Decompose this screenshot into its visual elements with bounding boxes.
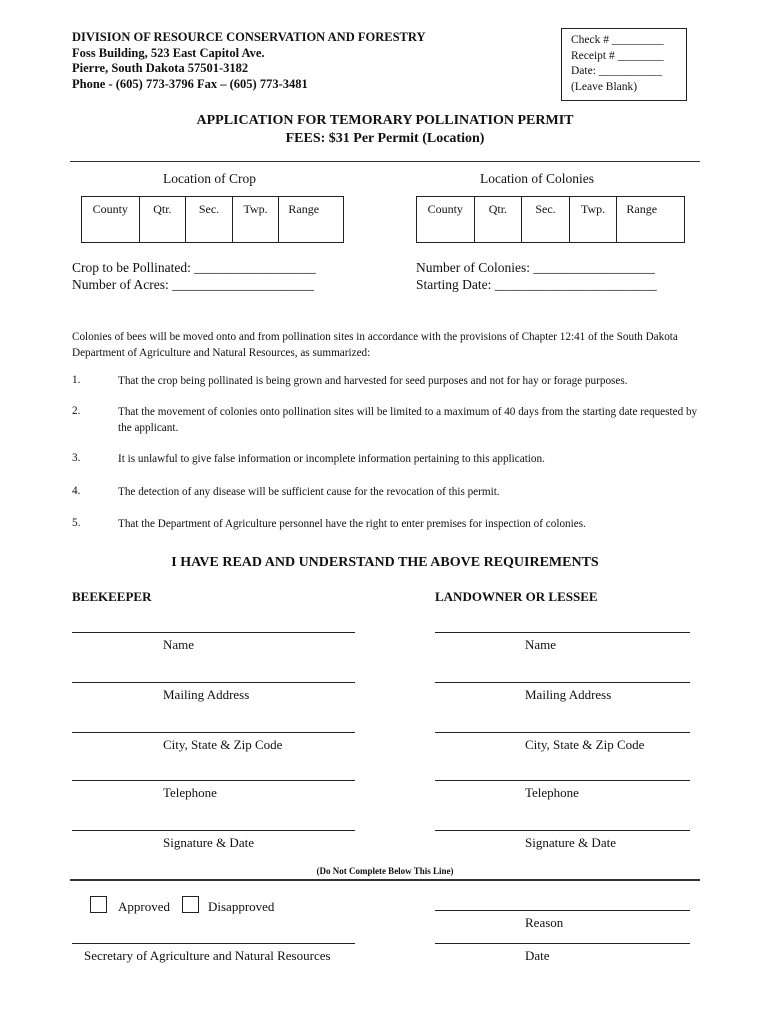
requirement-number: 2. (72, 405, 81, 417)
receipt-number-field[interactable]: Receipt # ________ (571, 49, 664, 62)
do-not-complete-notice: (Do Not Complete Below This Line) (316, 866, 454, 876)
acres-field[interactable]: Number of Acres: _____________________ (72, 277, 314, 292)
org-city: Pierre, South Dakota 57501-3182 (72, 61, 249, 75)
office-date-field[interactable]: Date: ___________ (571, 65, 663, 77)
acknowledgement-heading: I HAVE READ AND UNDERSTAND THE ABOVE REQUIREMENTS (171, 555, 599, 570)
landowner-telephone-label: Telephone (525, 785, 579, 800)
beekeeper-name-label: Name (163, 637, 195, 652)
beekeeper-signature-label: Signature & Date (163, 835, 254, 850)
intro-paragraph: Colonies of bees will be moved onto and from pollination sites in accordance with the provisions of Chapter 12:41 of the South Dakota Department of Agriculture and Natural Resources, as summarized: (72, 331, 678, 359)
crop-location-heading: Location of Crop (163, 171, 256, 186)
beekeeper-address-line[interactable] (72, 682, 355, 683)
crop-range-cell[interactable]: Range (288, 202, 320, 216)
beekeeper-signature-line[interactable] (72, 830, 355, 831)
crop-field[interactable]: Crop to be Pollinated: __________________ (72, 260, 316, 275)
requirement-text: That the crop being pollinated is being grown and harvested for seed purposes and not for hay or forage purposes. (118, 375, 628, 387)
org-name: DIVISION OF RESOURCE CONSERVATION AND FORESTRY (72, 30, 426, 44)
beekeeper-telephone-label: Telephone (163, 785, 217, 800)
office-date-label: Date (525, 948, 550, 963)
disapproved-label: Disapproved (208, 899, 275, 914)
requirement-text: That the Department of Agriculture personnel have the right to enter premises for inspection of colonies. (118, 518, 586, 530)
beekeeper-city-label: City, State & Zip Code (163, 737, 283, 752)
colony-location-table (416, 196, 685, 243)
requirement-text: That the movement of colonies onto pollination sites will be limited to a maximum of 40 days from the starting date requested by the applicant. (118, 406, 698, 434)
landowner-city-line[interactable] (435, 732, 690, 733)
form-title: APPLICATION FOR TEMORARY POLLINATION PERMIT (196, 113, 574, 128)
colony-county-cell[interactable]: County (417, 197, 475, 242)
office-use-box (561, 28, 687, 101)
colony-range-cell[interactable]: Range (626, 202, 658, 216)
form-fees: FEES: $31 Per Permit (Location) (285, 131, 485, 146)
beekeeper-address-label: Mailing Address (163, 687, 250, 702)
colony-qtr-cell[interactable]: Qtr. (475, 197, 523, 242)
crop-twp-cell[interactable]: Twp. (233, 197, 280, 242)
colony-sec-cell[interactable]: Sec. (522, 197, 570, 242)
office-date-line[interactable] (435, 943, 690, 944)
landowner-name-label: Name (525, 637, 557, 652)
landowner-address-label: Mailing Address (525, 687, 612, 702)
landowner-address-line[interactable] (435, 682, 690, 683)
org-building: Foss Building, 523 East Capitol Ave. (72, 45, 265, 60)
beekeeper-heading: BEEKEEPER (72, 589, 152, 604)
secretary-label: Secretary of Agriculture and Natural Resources (84, 948, 331, 963)
crop-county-cell[interactable]: County (82, 197, 140, 242)
starting-date-field[interactable]: Starting Date: ________________________ (416, 277, 657, 292)
reason-line[interactable] (435, 910, 690, 911)
requirement-text: The detection of any disease will be sufficient cause for the revocation of this permit. (118, 486, 500, 498)
beekeeper-name-line[interactable] (72, 632, 355, 633)
org-header (72, 30, 425, 92)
colonies-field[interactable]: Number of Colonies: __________________ (416, 260, 655, 275)
colony-location-heading: Location of Colonies (480, 171, 594, 186)
requirement-number: 3. (72, 452, 81, 464)
landowner-telephone-line[interactable] (435, 780, 690, 781)
requirement-number: 5. (72, 517, 81, 529)
landowner-name-line[interactable] (435, 632, 690, 633)
landowner-city-label: City, State & Zip Code (525, 737, 645, 752)
approved-label: Approved (118, 899, 170, 914)
disapproved-checkbox[interactable] (182, 896, 199, 913)
approved-checkbox[interactable] (90, 896, 107, 913)
crop-sec-cell[interactable]: Sec. (186, 197, 233, 242)
requirement-text: It is unlawful to give false information or incomplete information pertaining to this application. (118, 453, 545, 465)
secretary-signature-line[interactable] (72, 943, 355, 944)
beekeeper-telephone-line[interactable] (72, 780, 355, 781)
landowner-signature-line[interactable] (435, 830, 690, 831)
beekeeper-city-line[interactable] (72, 732, 355, 733)
title-divider (70, 161, 700, 162)
requirement-number: 4. (72, 485, 81, 497)
landowner-signature-label: Signature & Date (525, 835, 616, 850)
office-use-divider (70, 879, 700, 881)
requirement-number: 1. (72, 374, 81, 386)
crop-qtr-cell[interactable]: Qtr. (140, 197, 187, 242)
reason-label: Reason (525, 915, 564, 930)
colony-twp-cell[interactable]: Twp. (570, 197, 618, 242)
check-number-field[interactable]: Check # _________ (571, 34, 664, 46)
landowner-heading: LANDOWNER OR LESSEE (435, 589, 598, 604)
crop-location-table (81, 196, 344, 243)
leave-blank-note: (Leave Blank) (571, 80, 638, 93)
org-phone: Phone - (605) 773-3796 Fax – (605) 773-3481 (72, 76, 308, 91)
